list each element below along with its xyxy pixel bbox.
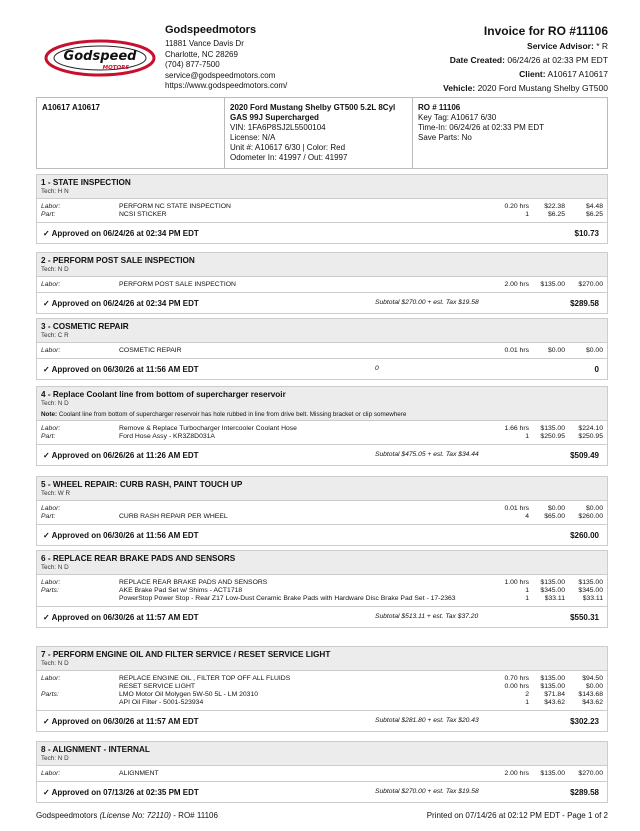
line-kind: Labor: bbox=[41, 424, 61, 432]
ro-number: RO # 11106 bbox=[418, 103, 461, 112]
line-amount: $345.00 bbox=[578, 586, 603, 594]
logo-text: Godspeed bbox=[63, 49, 137, 64]
line-rate: $250.95 bbox=[540, 432, 565, 440]
line-description: API Oil Filter - 5001-523934 bbox=[119, 698, 204, 706]
job-subtotal: Subtotal $270.00 + est. Tax $19.58 bbox=[375, 298, 479, 306]
date-created: Date Created: 06/24/26 at 02:33 PM EDT bbox=[449, 55, 608, 65]
job-tech: Tech: C R bbox=[41, 332, 69, 340]
job-tech: Tech: H N bbox=[41, 188, 69, 196]
line-quantity: 1 bbox=[525, 586, 529, 594]
line-item bbox=[41, 513, 603, 521]
job-title: 6 - REPLACE REAR BRAKE PADS AND SENSORS bbox=[41, 554, 236, 563]
shop-phone[interactable]: (704) 877-7500 bbox=[165, 60, 220, 70]
job-lines bbox=[37, 421, 607, 445]
line-item bbox=[41, 675, 603, 683]
job-footer bbox=[37, 711, 607, 731]
line-kind: Part: bbox=[41, 512, 56, 520]
job-tech: Tech: N D bbox=[41, 660, 69, 668]
line-amount: $6.25 bbox=[585, 210, 603, 218]
line-quantity: 0.20 hrs bbox=[504, 202, 529, 210]
shop-name: Godspeedmotors bbox=[165, 24, 257, 36]
line-quantity: 0.01 hrs bbox=[504, 504, 529, 512]
job-footer bbox=[37, 607, 607, 627]
line-quantity: 1 bbox=[525, 698, 529, 706]
footer-printed: Printed on 07/14/26 at 02:12 PM EDT - Page 1 of 2 bbox=[426, 811, 608, 820]
line-rate: $135.00 bbox=[540, 280, 565, 288]
job-header bbox=[37, 319, 607, 343]
job-note-label: Note: bbox=[41, 410, 58, 418]
line-rate: $65.00 bbox=[544, 512, 565, 520]
job-title: 1 - STATE INSPECTION bbox=[41, 178, 131, 187]
line-rate: $345.00 bbox=[540, 586, 565, 594]
line-item bbox=[41, 579, 603, 587]
job-title: 5 - WHEEL REPAIR: CURB RASH, PAINT TOUCH UP bbox=[41, 480, 243, 489]
line-kind: Labor: bbox=[41, 504, 61, 512]
line-description: REPLACE REAR BRAKE PADS AND SENSORS bbox=[119, 578, 268, 586]
approval-status: ✓ Approved on 06/30/26 at 11:56 AM EDT bbox=[43, 364, 199, 374]
line-amount: $260.00 bbox=[578, 512, 603, 520]
job-section bbox=[36, 476, 608, 546]
line-kind bbox=[41, 699, 119, 707]
line-amount: $270.00 bbox=[578, 769, 603, 777]
job-tech: Tech: N D bbox=[41, 755, 69, 763]
line-rate: $71.84 bbox=[544, 690, 565, 698]
godspeed-logo bbox=[44, 38, 156, 78]
key-tag: Key Tag: A10617 6/30 bbox=[418, 113, 497, 122]
footer-ro: - RO# 11106 bbox=[173, 811, 218, 820]
ro-details bbox=[413, 98, 607, 168]
job-total: $289.58 bbox=[570, 787, 599, 797]
line-rate: $135.00 bbox=[540, 424, 565, 432]
line-kind: Labor: bbox=[41, 280, 61, 288]
unit: Unit #: A10617 6/30 | Color: Red bbox=[230, 143, 346, 152]
job-header bbox=[37, 551, 607, 575]
line-amount: $143.68 bbox=[578, 690, 603, 698]
line-item bbox=[41, 505, 603, 513]
client: Client: A10617 A10617 bbox=[519, 69, 608, 79]
job-section bbox=[36, 386, 608, 466]
line-quantity: 1 bbox=[525, 210, 529, 218]
line-item bbox=[41, 433, 603, 441]
line-quantity: 2.00 hrs bbox=[504, 769, 529, 777]
line-kind: Part: bbox=[41, 210, 56, 218]
line-description: Remove & Replace Turbocharger Intercooler Coolant Hose bbox=[119, 424, 297, 432]
line-description: REPLACE ENGINE OIL , FILTER TOP OFF ALL FLUIDS bbox=[119, 674, 291, 682]
customer-name: A10617 A10617 bbox=[37, 98, 225, 168]
approval-status: ✓ Approved on 06/24/26 at 02:34 PM EDT bbox=[43, 298, 199, 308]
service-advisor: Service Advisor: * R bbox=[527, 41, 608, 51]
job-subtotal: Subtotal $475.05 + est. Tax $34.44 bbox=[375, 450, 479, 458]
invoice-title: Invoice for RO #11106 bbox=[483, 24, 608, 38]
line-rate: $22.38 bbox=[544, 202, 565, 210]
line-item bbox=[41, 281, 603, 289]
job-total: $260.00 bbox=[570, 530, 599, 540]
shop-contact bbox=[165, 24, 287, 92]
job-section bbox=[36, 646, 608, 732]
time-in: Time-In: 06/24/26 at 02:33 PM EDT bbox=[418, 123, 544, 132]
line-kind: Labor: bbox=[41, 578, 61, 586]
job-tech: Tech: N D bbox=[41, 266, 69, 274]
save-parts: Save Parts: No bbox=[418, 133, 472, 142]
job-header bbox=[37, 175, 607, 199]
line-quantity: 0.01 hrs bbox=[504, 346, 529, 354]
line-amount: $270.00 bbox=[578, 280, 603, 288]
line-rate: $0.00 bbox=[547, 504, 565, 512]
job-lines bbox=[37, 501, 607, 525]
line-description: RESET SERVICE LIGHT bbox=[119, 682, 196, 690]
line-amount: $0.00 bbox=[585, 504, 603, 512]
vehicle: Vehicle: 2020 Ford Mustang Shelby GT500 bbox=[443, 83, 608, 93]
job-lines bbox=[37, 199, 607, 223]
line-item bbox=[41, 691, 603, 699]
line-kind bbox=[41, 595, 119, 603]
footer-shop: Godspeedmotors bbox=[36, 811, 98, 820]
invoice-header bbox=[36, 20, 608, 96]
job-footer bbox=[37, 445, 607, 465]
vehicle-details bbox=[225, 98, 413, 168]
shop-address-1: 11881 Vance Davis Dr bbox=[165, 39, 244, 48]
job-note bbox=[41, 411, 603, 418]
line-kind: Labor: bbox=[41, 674, 61, 682]
job-section bbox=[36, 318, 608, 380]
line-kind: Labor: bbox=[41, 202, 61, 210]
job-header bbox=[37, 253, 607, 277]
line-kind: Labor: bbox=[41, 769, 61, 777]
job-header bbox=[37, 387, 607, 421]
line-item bbox=[41, 587, 603, 595]
page-footer bbox=[36, 811, 608, 820]
line-quantity: 0.70 hrs bbox=[504, 674, 529, 682]
job-lines bbox=[37, 575, 607, 607]
line-item bbox=[41, 347, 603, 355]
line-item bbox=[41, 770, 603, 778]
line-quantity: 1 bbox=[525, 432, 529, 440]
line-kind: Parts: bbox=[41, 586, 59, 594]
info-box bbox=[36, 97, 608, 169]
line-amount: $0.00 bbox=[585, 346, 603, 354]
vin: VIN: 1FA6P8SJ2L5500104 bbox=[230, 123, 326, 132]
line-rate: $33.11 bbox=[544, 594, 565, 602]
line-quantity: 1 bbox=[525, 594, 529, 602]
line-rate: $135.00 bbox=[540, 682, 565, 690]
line-description: AKE Brake Pad Set w/ Shims - ACT1718 bbox=[119, 586, 243, 594]
job-section bbox=[36, 550, 608, 628]
job-footer bbox=[37, 525, 607, 545]
job-header bbox=[37, 477, 607, 501]
line-item bbox=[41, 425, 603, 433]
line-description: PERFORM NC STATE INSPECTION bbox=[119, 202, 231, 210]
approval-status: ✓ Approved on 06/24/26 at 02:34 PM EDT bbox=[43, 228, 199, 238]
approval-status: ✓ Approved on 07/13/26 at 02:35 PM EDT bbox=[43, 787, 199, 797]
job-footer bbox=[37, 359, 607, 379]
shop-email[interactable]: service@godspeedmotors.com bbox=[165, 70, 276, 80]
line-rate: $6.25 bbox=[547, 210, 565, 218]
approval-status: ✓ Approved on 06/26/26 at 11:26 AM EDT bbox=[43, 450, 199, 460]
job-section bbox=[36, 174, 608, 244]
approval-status: ✓ Approved on 06/30/26 at 11:57 AM EDT bbox=[43, 716, 199, 726]
line-rate: $43.62 bbox=[544, 698, 565, 706]
line-description: PowerStop Power Stop - Rear Z17 Low-Dust Ceramic Brake Pads with Hardware Disc Brake Pad Set - 17-2363 bbox=[119, 594, 456, 602]
job-footer bbox=[37, 782, 607, 802]
line-description: LMO Motor Oil Molygen 5W-50 5L - LM 20310 bbox=[119, 690, 259, 698]
line-item bbox=[41, 203, 603, 211]
line-description: PERFORM POST SALE INSPECTION bbox=[119, 280, 236, 288]
job-lines bbox=[37, 766, 607, 782]
line-amount: $250.95 bbox=[578, 432, 603, 440]
license: License: N/A bbox=[230, 133, 276, 142]
line-rate: $135.00 bbox=[540, 674, 565, 682]
line-description bbox=[119, 505, 481, 513]
line-quantity: 2 bbox=[525, 690, 529, 698]
line-amount: $224.10 bbox=[578, 424, 603, 432]
approval-status: ✓ Approved on 06/30/26 at 11:57 AM EDT bbox=[43, 612, 199, 622]
shop-address-2: Charlotte, NC 28269 bbox=[165, 49, 238, 59]
line-rate: $135.00 bbox=[540, 578, 565, 586]
job-footer bbox=[37, 293, 607, 313]
line-quantity: 2.00 hrs bbox=[504, 280, 529, 288]
line-kind: Part: bbox=[41, 432, 56, 440]
line-item bbox=[41, 683, 603, 691]
line-amount: $135.00 bbox=[578, 578, 603, 586]
job-title: 7 - PERFORM ENGINE OIL AND FILTER SERVICE / RESET SERVICE LIGHT bbox=[41, 650, 331, 659]
job-total: $509.49 bbox=[570, 450, 599, 460]
line-description: CURB RASH REPAIR PER WHEEL bbox=[119, 512, 228, 520]
job-subtotal: Subtotal $270.00 + est. Tax $19.58 bbox=[375, 787, 479, 795]
job-title: 4 - Replace Coolant line from bottom of supercharger reservoir bbox=[41, 390, 286, 399]
job-subtotal: 0 bbox=[375, 364, 379, 372]
logo-subtext: MOTORS bbox=[102, 65, 130, 71]
job-total: $302.23 bbox=[570, 716, 599, 726]
line-rate: $135.00 bbox=[540, 769, 565, 777]
line-item bbox=[41, 211, 603, 219]
job-title: 2 - PERFORM POST SALE INSPECTION bbox=[41, 256, 195, 265]
job-section bbox=[36, 741, 608, 803]
line-description: NCSI STICKER bbox=[119, 210, 167, 218]
line-description: COSMETIC REPAIR bbox=[119, 346, 182, 354]
job-total: 0 bbox=[594, 364, 599, 374]
job-tech: Tech: N D bbox=[41, 400, 69, 408]
job-header bbox=[37, 742, 607, 766]
line-kind bbox=[41, 683, 119, 691]
job-subtotal: Subtotal $281.80 + est. Tax $20.43 bbox=[375, 716, 479, 724]
line-rate: $0.00 bbox=[547, 346, 565, 354]
job-tech: Tech: W R bbox=[41, 490, 71, 498]
approval-status: ✓ Approved on 06/30/26 at 11:56 AM EDT bbox=[43, 530, 199, 540]
job-total: $289.58 bbox=[570, 298, 599, 308]
line-kind: Parts: bbox=[41, 690, 59, 698]
vehicle-title: 2020 Ford Mustang Shelby GT500 5.2L 8Cyl GAS 99J Supercharged bbox=[230, 103, 396, 122]
job-lines bbox=[37, 343, 607, 359]
job-title: 3 - COSMETIC REPAIR bbox=[41, 322, 129, 331]
job-total: $550.31 bbox=[570, 612, 599, 622]
line-quantity: 1.00 hrs bbox=[504, 578, 529, 586]
line-description: ALIGNMENT bbox=[119, 769, 159, 777]
line-amount: $94.50 bbox=[582, 674, 603, 682]
shop-website[interactable]: https://www.godspeedmotors.com/ bbox=[165, 81, 288, 91]
job-total: $10.73 bbox=[574, 228, 599, 238]
line-kind: Labor: bbox=[41, 346, 61, 354]
job-footer bbox=[37, 223, 607, 243]
invoice-summary bbox=[443, 24, 608, 95]
job-note-text: Coolant line from bottom of supercharger reservoir has hole rubbed in line from drive belt. Missing bracket or clip somewhere bbox=[57, 410, 407, 418]
line-amount: $4.48 bbox=[585, 202, 603, 210]
job-subtotal: Subtotal $513.11 + est. Tax $37.20 bbox=[375, 612, 479, 620]
footer-license: (License No: 72110) bbox=[99, 811, 172, 820]
job-tech: Tech: N D bbox=[41, 564, 69, 572]
job-lines bbox=[37, 277, 607, 293]
line-amount: $43.62 bbox=[582, 698, 603, 706]
job-lines bbox=[37, 671, 607, 711]
line-item bbox=[41, 595, 603, 603]
line-amount: $0.00 bbox=[585, 682, 603, 690]
odometer: Odometer In: 41997 / Out: 41997 bbox=[230, 153, 348, 162]
line-amount: $33.11 bbox=[582, 594, 603, 602]
line-quantity: 0.00 hrs bbox=[504, 682, 529, 690]
line-item bbox=[41, 699, 603, 707]
job-title: 8 - ALIGNMENT - INTERNAL bbox=[41, 745, 150, 754]
job-section bbox=[36, 252, 608, 314]
line-quantity: 4 bbox=[525, 512, 529, 520]
line-description: Ford Hose Assy - KR3Z8D031A bbox=[119, 432, 215, 440]
job-header bbox=[37, 647, 607, 671]
line-quantity: 1.66 hrs bbox=[504, 424, 529, 432]
